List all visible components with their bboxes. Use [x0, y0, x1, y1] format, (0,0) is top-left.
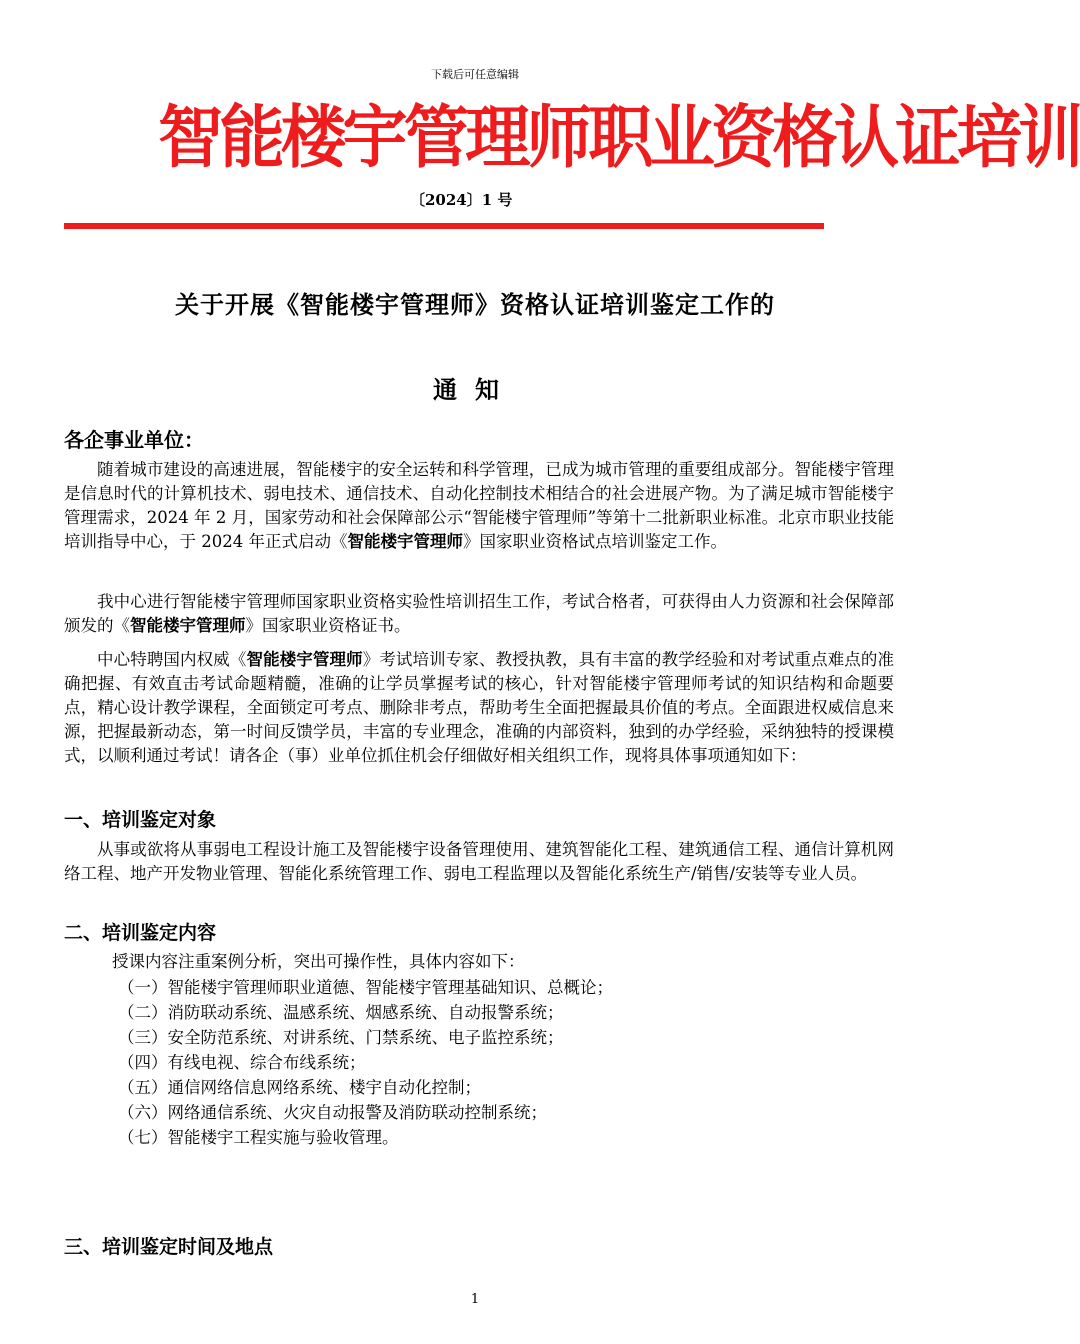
- notice-title: 关于开展《智能楼宇管理师》资格认证培训鉴定工作的: [175, 291, 775, 319]
- list-item: （五）通信网络信息网络系统、楼宇自动化控制；: [118, 1078, 481, 1097]
- page-number: 1: [470, 1292, 480, 1307]
- list-item: （一）智能楼宇管理师职业道德、智能楼宇管理基础知识、总概论；: [118, 978, 613, 997]
- section-heading-targets: 一、培训鉴定对象: [64, 809, 217, 831]
- red-divider: [64, 223, 824, 229]
- section-heading-content: 二、培训鉴定内容: [64, 922, 217, 944]
- paragraph-enrollment: 我中心进行智能楼宇管理师国家职业资格实验性培训招生工作，考试合格者，可获得由人力资源和社会保障部颁发的《智能楼宇管理师》国家职业资格证书。: [64, 592, 894, 635]
- paragraph-experts: 中心特聘国内权威《智能楼宇管理师》考试培训专家、教授执教，具有丰富的教学经验和对考试重点难点的准确把握、有效直击考试命题精髓，准确的让学员掌握考试的核心，针对智能楼宇管理师考试的知识结构和命题要点，精心设计教学课程，全面锁定可考点、删除非考点，帮助考生全面把握最具价值的考点。全面跟进权威信息来源，把握最新动态，第一时间反馈学员，丰富的专业理念，准确的内部资料，独到的办学经验，采纳独特的授课模式，以顺利通过考试！请各企（事）业单位抓住机会仔细做好相关组织工作，现将具体事项通知如下：: [64, 650, 895, 765]
- section-heading-time-location: 三、培训鉴定时间及地点: [64, 1236, 274, 1258]
- banner-title: 智能楼宇管理师职业资格认证培训: [158, 99, 1080, 178]
- list-item: （六）网络通信系统、火灾自动报警及消防联动控制系统；: [118, 1103, 547, 1122]
- header-note: 下载后可任意编辑: [431, 68, 519, 81]
- salutation: 各企事业单位：: [64, 428, 204, 452]
- paragraph-intro: 随着城市建设的高速进展，智能楼宇的安全运转和科学管理，已成为城市管理的重要组成部分。智能楼宇管理是信息时代的计算机技术、弱电技术、通信技术、自动化控制技术相结合的社会进展产物。为了满足城市智能楼宇管理需求，2024 年 2 月，国家劳动和社会保障部公示“智能楼宇管理师”等第十二批新职业标准。北京市职业技能培训指导中心，于 2024 年正式启动《智能楼宇管理师》国家职业资格试点培训鉴定工作。: [64, 460, 894, 551]
- list-item: （四）有线电视、综合布线系统；: [118, 1053, 366, 1072]
- document-number: 〔2024〕1 号: [410, 191, 513, 209]
- notice-subtitle: 通知: [433, 376, 517, 404]
- paragraph-targets: 从事或欲将从事弱电工程设计施工及智能楼宇设备管理使用、建筑智能化工程、建筑通信工程、通信计算机网络工程、地产开发物业管理、智能化系统管理工作、弱电工程监理以及智能化系统生产/销售/安装等专业人员。: [64, 840, 894, 883]
- list-item: （三）安全防范系统、对讲系统、门禁系统、电子监控系统；: [118, 1028, 564, 1047]
- list-item: （二）消防联动系统、温感系统、烟感系统、自动报警系统；: [118, 1003, 564, 1022]
- list-item: （七）智能楼宇工程实施与验收管理。: [118, 1128, 399, 1147]
- content-intro: 授课内容注重案例分析，突出可操作性，具体内容如下：: [112, 952, 525, 971]
- content-list: [118, 975, 613, 1150]
